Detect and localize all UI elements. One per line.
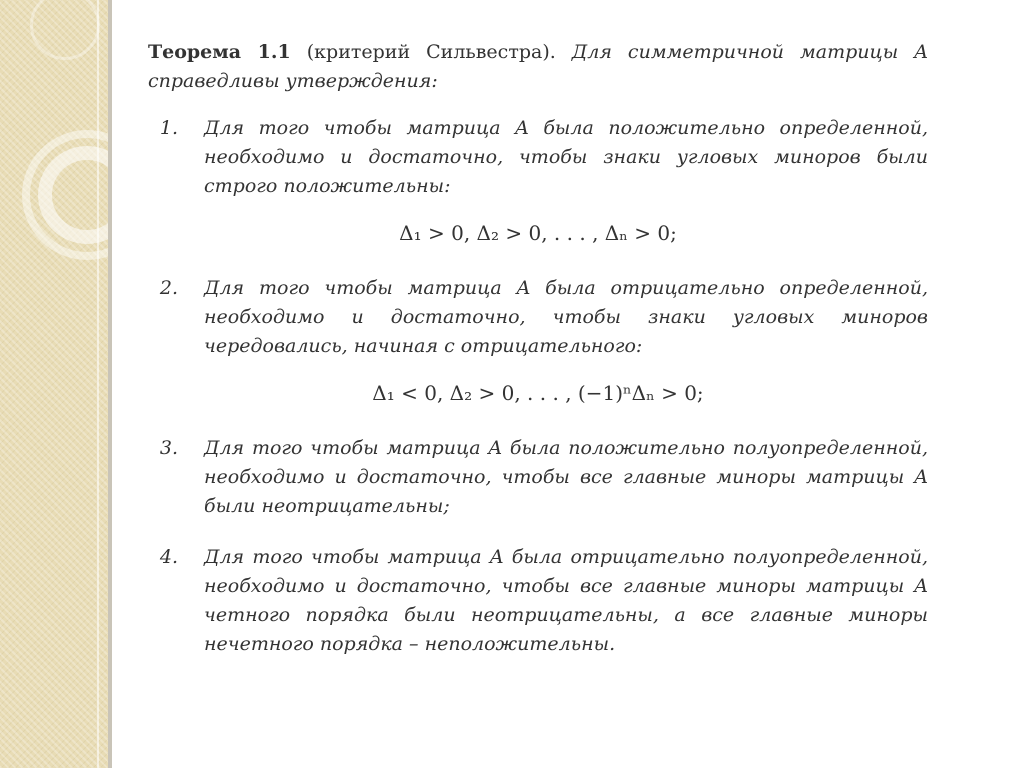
item-number: 4. [159,546,178,568]
theorem-content [148,38,928,665]
theorem-title: Теорема 1.1 [148,41,291,63]
item-text: Для того чтобы матрица A была положительно определенной, необходимо и достаточно, чтобы знаки угловых миноров были строго положительны: [204,117,928,197]
item-number: 1. [159,117,178,139]
item-text: Для того чтобы матрица A была положительно полуопределенной, необходимо и достаточно, чтобы все главные миноры матрицы A были неотрицательны; [204,437,928,517]
item-number: 2. [159,277,178,299]
theorem-statement: Для симметричной матрицы A справедливы утверждения: [148,41,928,92]
list-item [148,114,928,201]
decorative-side-panel [0,0,108,768]
item-text: Для того чтобы матрица A была отрицательно полуопределенной, необходимо и достаточно, чтобы все главные миноры матрицы A четного порядка были неотрицательны, а все главные миноры нечетного порядка – неположительны. [204,546,928,655]
list-item [148,434,928,521]
formula: Δ₁ < 0, Δ₂ > 0, . . . , (−1)ⁿΔₙ > 0; [372,381,704,405]
formula: Δ₁ > 0, Δ₂ > 0, . . . , Δₙ > 0; [399,221,677,245]
list-item [148,543,928,659]
theorem-parenthetical: (критерий Сильвестра). [306,41,556,63]
panel-divider [108,0,112,768]
list-item [148,274,928,361]
decorative-line [97,0,99,768]
theorem-intro [148,38,928,96]
item-number: 3. [159,437,178,459]
item-text: Для того чтобы матрица A была отрицательно определенной, необходимо и достаточно, чтобы знаки угловых миноров чередовались, начиная с отрицательного: [204,277,928,357]
decorative-ring [30,0,100,60]
